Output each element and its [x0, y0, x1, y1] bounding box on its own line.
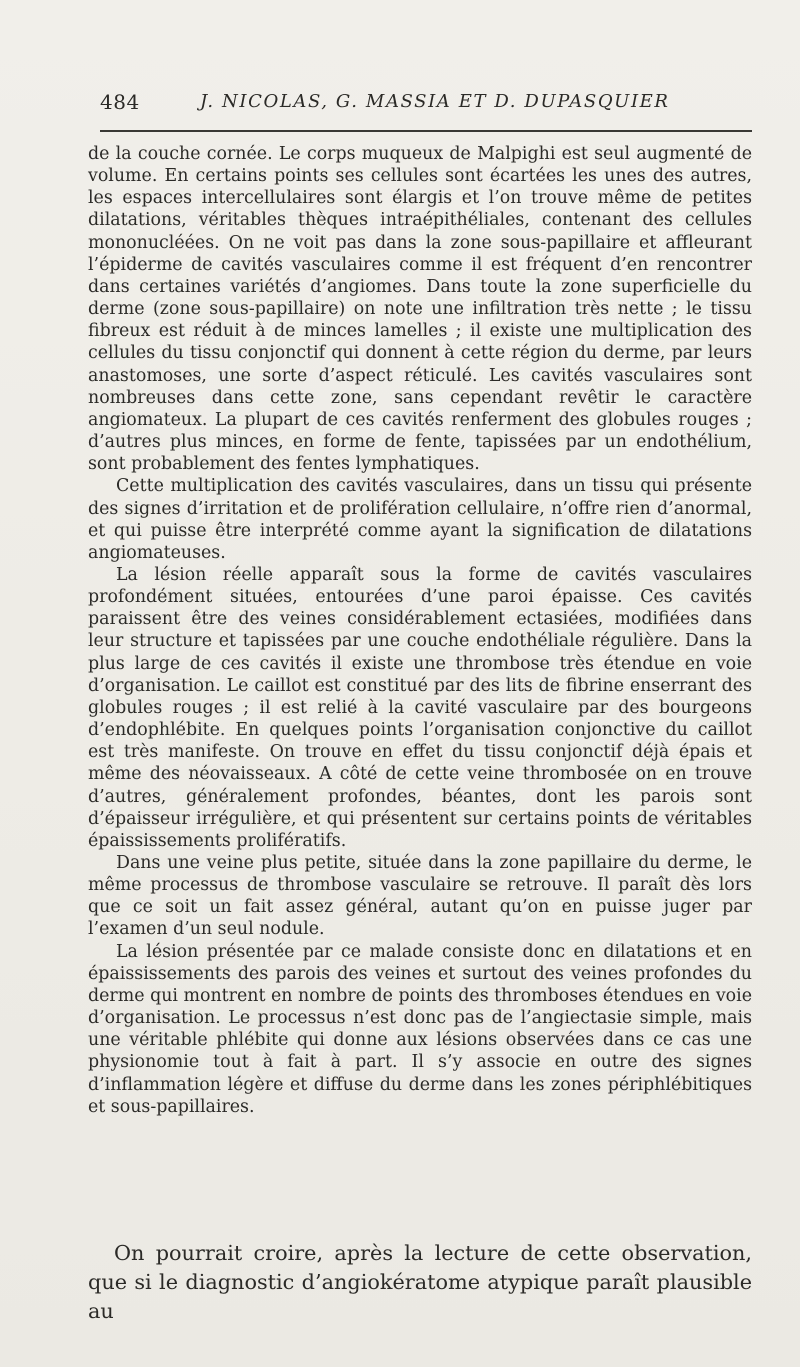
- paragraph-multiplication: Cette multiplication des cavités vasculaires, dans un tissu qui présente des signes d’irritation et de prolifération cellulaire, n’offre rien d’anormal, et qui puisse être interprété comme ayant la signification de dilatations angiomateuses.: [88, 476, 752, 563]
- closing-paragraph: On pourrait croire, après la lecture de cette observation, que si le diagnostic d’angiokératome atypique paraît plausible au: [88, 1241, 752, 1323]
- paragraph-continuation: de la couche cornée. Le corps muqueux de Malpighi est seul augmenté de volume. En certains points ses cellules sont écartées les unes des autres, les espaces intercellulaires sont élargis et l’on trouve même de petites dilatations, véritables thèques intraépithéliales, contenant des cellules mononucléées. On ne voit pas dans la zone sous-papillaire et affleurant l’épiderme de cavités vasculaires comme il est fréquent d’en rencontrer dans certaines variétés d’angiomes. Dans toute la zone superficielle du derme (zone sous-papillaire) on note une infiltration très nette ; le tissu fibreux est réduit à de minces lamelles ; il existe une multiplication des cellules du tissu conjonctif qui donnent à cette région du derme, par leurs anastomoses, une sorte d’aspect réticulé. Les cavités vasculaires sont nombreuses dans cette zone, sans cependant revêtir le caractère angiomateux. La plupart de ces cavités renferment des globules rouges ; d’autres plus minces, en forme de fente, tapissées par un endothélium, sont probablement des fentes lymphatiques.: [88, 144, 752, 475]
- paragraph-lesion-reelle: La lésion réelle apparaît sous la forme de cavités vasculaires profondément situées, entourées d’une paroi épaisse. Ces cavités paraissent être des veines considérablement ectasiées, modifiées dans leur structure et tapissées par une couche endothéliale régulière. Dans la plus large de ces cavités il existe une thrombose très étendue en voie d’organisation. Le caillot est constitué par des lits de fibrine enserrant des globules rouges ; il est relié à la cavité vasculaire par des bourgeons d’endophlébite. En quelques points l’organisation conjonctive du caillot est très manifeste. On trouve en effet du tissu conjonctif déjà épais et même des néovaisseaux. A côté de cette veine thrombosée on en trouve d’autres, généralement profondes, béantes, dont les parois sont d’épaisseur irrégulière, et qui présentent sur certains points de véritables épaississements prolifératifs.: [88, 564, 752, 851]
- paragraph-conclusion: La lésion présentée par ce malade consiste donc en dilatations et en épaississements des parois des veines et surtout des veines profondes du derme qui montrent en nombre de points des thromboses étendues en voie d’organisation. Le processus n’est donc pas de l’angiectasie simple, mais une véritable phlébite qui donne aux lésions observées dans ce cas une physionomie tout à fait à part. Il s’y associe en outre des signes d’inflammation légère et diffuse du derme dans les zones périphlébitiques et sous-papillaires.: [88, 941, 752, 1117]
- header-rule: [100, 130, 752, 132]
- paragraph-veine-petite: Dans une veine plus petite, située dans la zone papillaire du derme, le même processus de thrombose vasculaire se retrouve. Il paraît dès lors que ce soit un fait assez général, autant qu’on en puisse juger par l’examen d’un seul nodule.: [88, 853, 752, 940]
- page-header: [88, 90, 750, 124]
- page-number: 484: [100, 90, 140, 114]
- body-text: [88, 143, 752, 1118]
- running-title: J. NICOLAS, G. MASSIA ET D. DUPASQUIER: [200, 91, 670, 112]
- closing-text: [88, 1239, 752, 1326]
